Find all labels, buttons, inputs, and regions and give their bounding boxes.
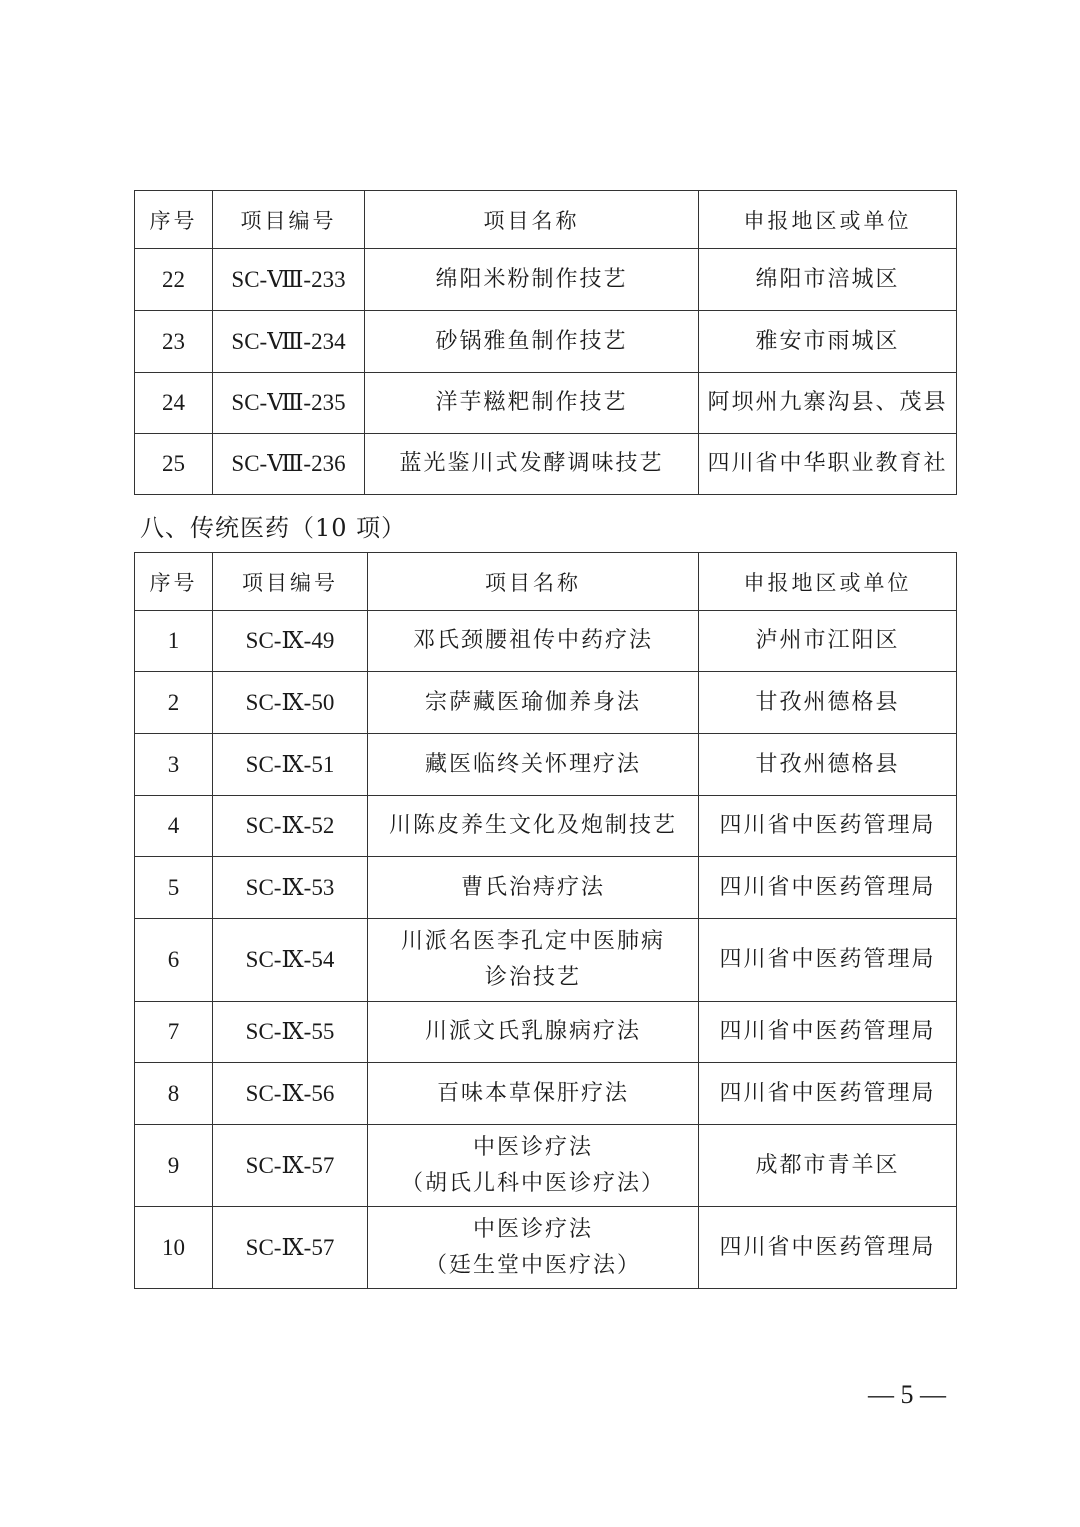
cell-name-line: 中医诊疗法 [472,1134,593,1160]
cell-name [365,311,699,373]
cell-name-line: 曹氏治痔疗法 [460,874,605,900]
table-row [135,249,957,311]
column-header-region: 申报地区或单位 [699,191,957,249]
cell-no: 22 [135,249,213,311]
cell-name [365,373,699,434]
cell-name [368,1063,699,1125]
cell-region: 四川省中医药管理局 [699,857,957,919]
cell-name [368,1002,699,1063]
table-header-row [135,553,957,611]
cell-region: 甘孜州德格县 [699,734,957,796]
cell-region: 雅安市雨城区 [699,311,957,373]
cell-region: 四川省中医药管理局 [699,1063,957,1125]
cell-name [368,611,699,672]
cell-no: 2 [135,672,213,734]
cell-no: 6 [135,919,213,1002]
cell-no: 5 [135,857,213,919]
cell-region: 四川省中医药管理局 [699,796,957,857]
cell-name [365,249,699,311]
cell-code: SC-Ⅸ-53 [213,857,368,919]
cell-no: 9 [135,1125,213,1207]
table-header-row [135,191,957,249]
cell-name-line: 诊治技艺 [484,965,581,990]
cell-code: SC-Ⅸ-55 [213,1002,368,1063]
cell-name-line: 绵阳米粉制作技艺 [435,266,628,292]
cell-no: 7 [135,1002,213,1063]
cell-region: 四川省中医药管理局 [699,1002,957,1063]
cell-name [368,672,699,734]
cell-name-line: 砂锅雅鱼制作技艺 [435,328,628,354]
cell-name-line: 川派名医李孔定中医肺病 [400,929,665,954]
cell-no: 4 [135,796,213,857]
column-header-name: 项目名称 [368,553,699,611]
cell-name-line: 宗萨藏医瑜伽养身法 [424,689,641,715]
column-header-code: 项目编号 [213,191,365,249]
cell-no: 3 [135,734,213,796]
cell-region: 绵阳市涪城区 [699,249,957,311]
cell-name [368,857,699,919]
cell-name-line: 邓氏颈腰祖传中药疗法 [412,628,653,653]
page-number: — 5 — [868,1380,946,1409]
table-row [135,1125,957,1207]
cell-name-line: 洋芋糍粑制作技艺 [435,390,628,415]
table-row [135,672,957,734]
table-row [135,1207,957,1289]
cell-no: 8 [135,1063,213,1125]
table-row [135,1063,957,1125]
cell-no: 24 [135,373,213,434]
cell-name [368,1125,699,1207]
cell-name [368,919,699,1002]
column-header-region: 申报地区或单位 [699,553,957,611]
cell-region: 四川省中华职业教育社 [699,434,957,495]
cell-code: SC-Ⅸ-54 [213,919,368,1002]
cell-code: SC-Ⅷ-233 [213,249,365,311]
column-header-code: 项目编号 [213,553,368,611]
table-row [135,1002,957,1063]
cell-name [368,734,699,796]
column-header-name: 项目名称 [365,191,699,249]
column-header-no: 序号 [135,553,213,611]
table-row [135,611,957,672]
cell-code: SC-Ⅸ-57 [213,1125,368,1207]
cell-no: 10 [135,1207,213,1289]
cell-name [368,1207,699,1289]
cell-name-line: （胡氏儿科中医诊疗法） [400,1170,665,1196]
cell-code: SC-Ⅷ-235 [213,373,365,434]
cell-code: SC-Ⅸ-52 [213,796,368,857]
table-row [135,857,957,919]
cell-name-line: 川派文氏乳腺病疗法 [424,1019,641,1044]
cell-name-line: 百味本草保肝疗法 [436,1080,629,1106]
cell-code: SC-Ⅸ-57 [213,1207,368,1289]
cell-region: 四川省中医药管理局 [699,1207,957,1289]
cell-name [365,434,699,495]
cell-no: 23 [135,311,213,373]
cell-no: 25 [135,434,213,495]
cell-region: 泸州市江阳区 [699,611,957,672]
cell-name [368,796,699,857]
column-header-no: 序号 [135,191,213,249]
table-row [135,311,957,373]
cell-name-line: 藏医临终关怀理疗法 [424,751,641,777]
cell-name-line: （廷生堂中医疗法） [424,1252,641,1278]
table-row [135,919,957,1002]
cell-code: SC-Ⅸ-49 [213,611,368,672]
cell-code: SC-Ⅸ-56 [213,1063,368,1125]
cell-name-line: 蓝光鉴川式发酵调味技艺 [399,451,664,476]
table-traditional-craft-continued [134,190,957,495]
cell-code: SC-Ⅸ-51 [213,734,368,796]
cell-region: 成都市青羊区 [699,1125,957,1207]
cell-region: 甘孜州德格县 [699,672,957,734]
cell-region: 四川省中医药管理局 [699,919,957,1002]
table-row [135,434,957,495]
cell-code: SC-Ⅷ-236 [213,434,365,495]
table-traditional-medicine [134,552,957,1289]
table-row [135,373,957,434]
section-heading: 八、传统医药（10 项） [140,514,407,542]
cell-name-line: 中医诊疗法 [472,1216,593,1242]
table-row [135,796,957,857]
table-row [135,734,957,796]
cell-name-line: 川陈皮养生文化及炮制技艺 [388,813,677,838]
cell-region: 阿坝州九寨沟县、茂县 [699,373,957,434]
cell-no: 1 [135,611,213,672]
cell-code: SC-Ⅷ-234 [213,311,365,373]
cell-code: SC-Ⅸ-50 [213,672,368,734]
